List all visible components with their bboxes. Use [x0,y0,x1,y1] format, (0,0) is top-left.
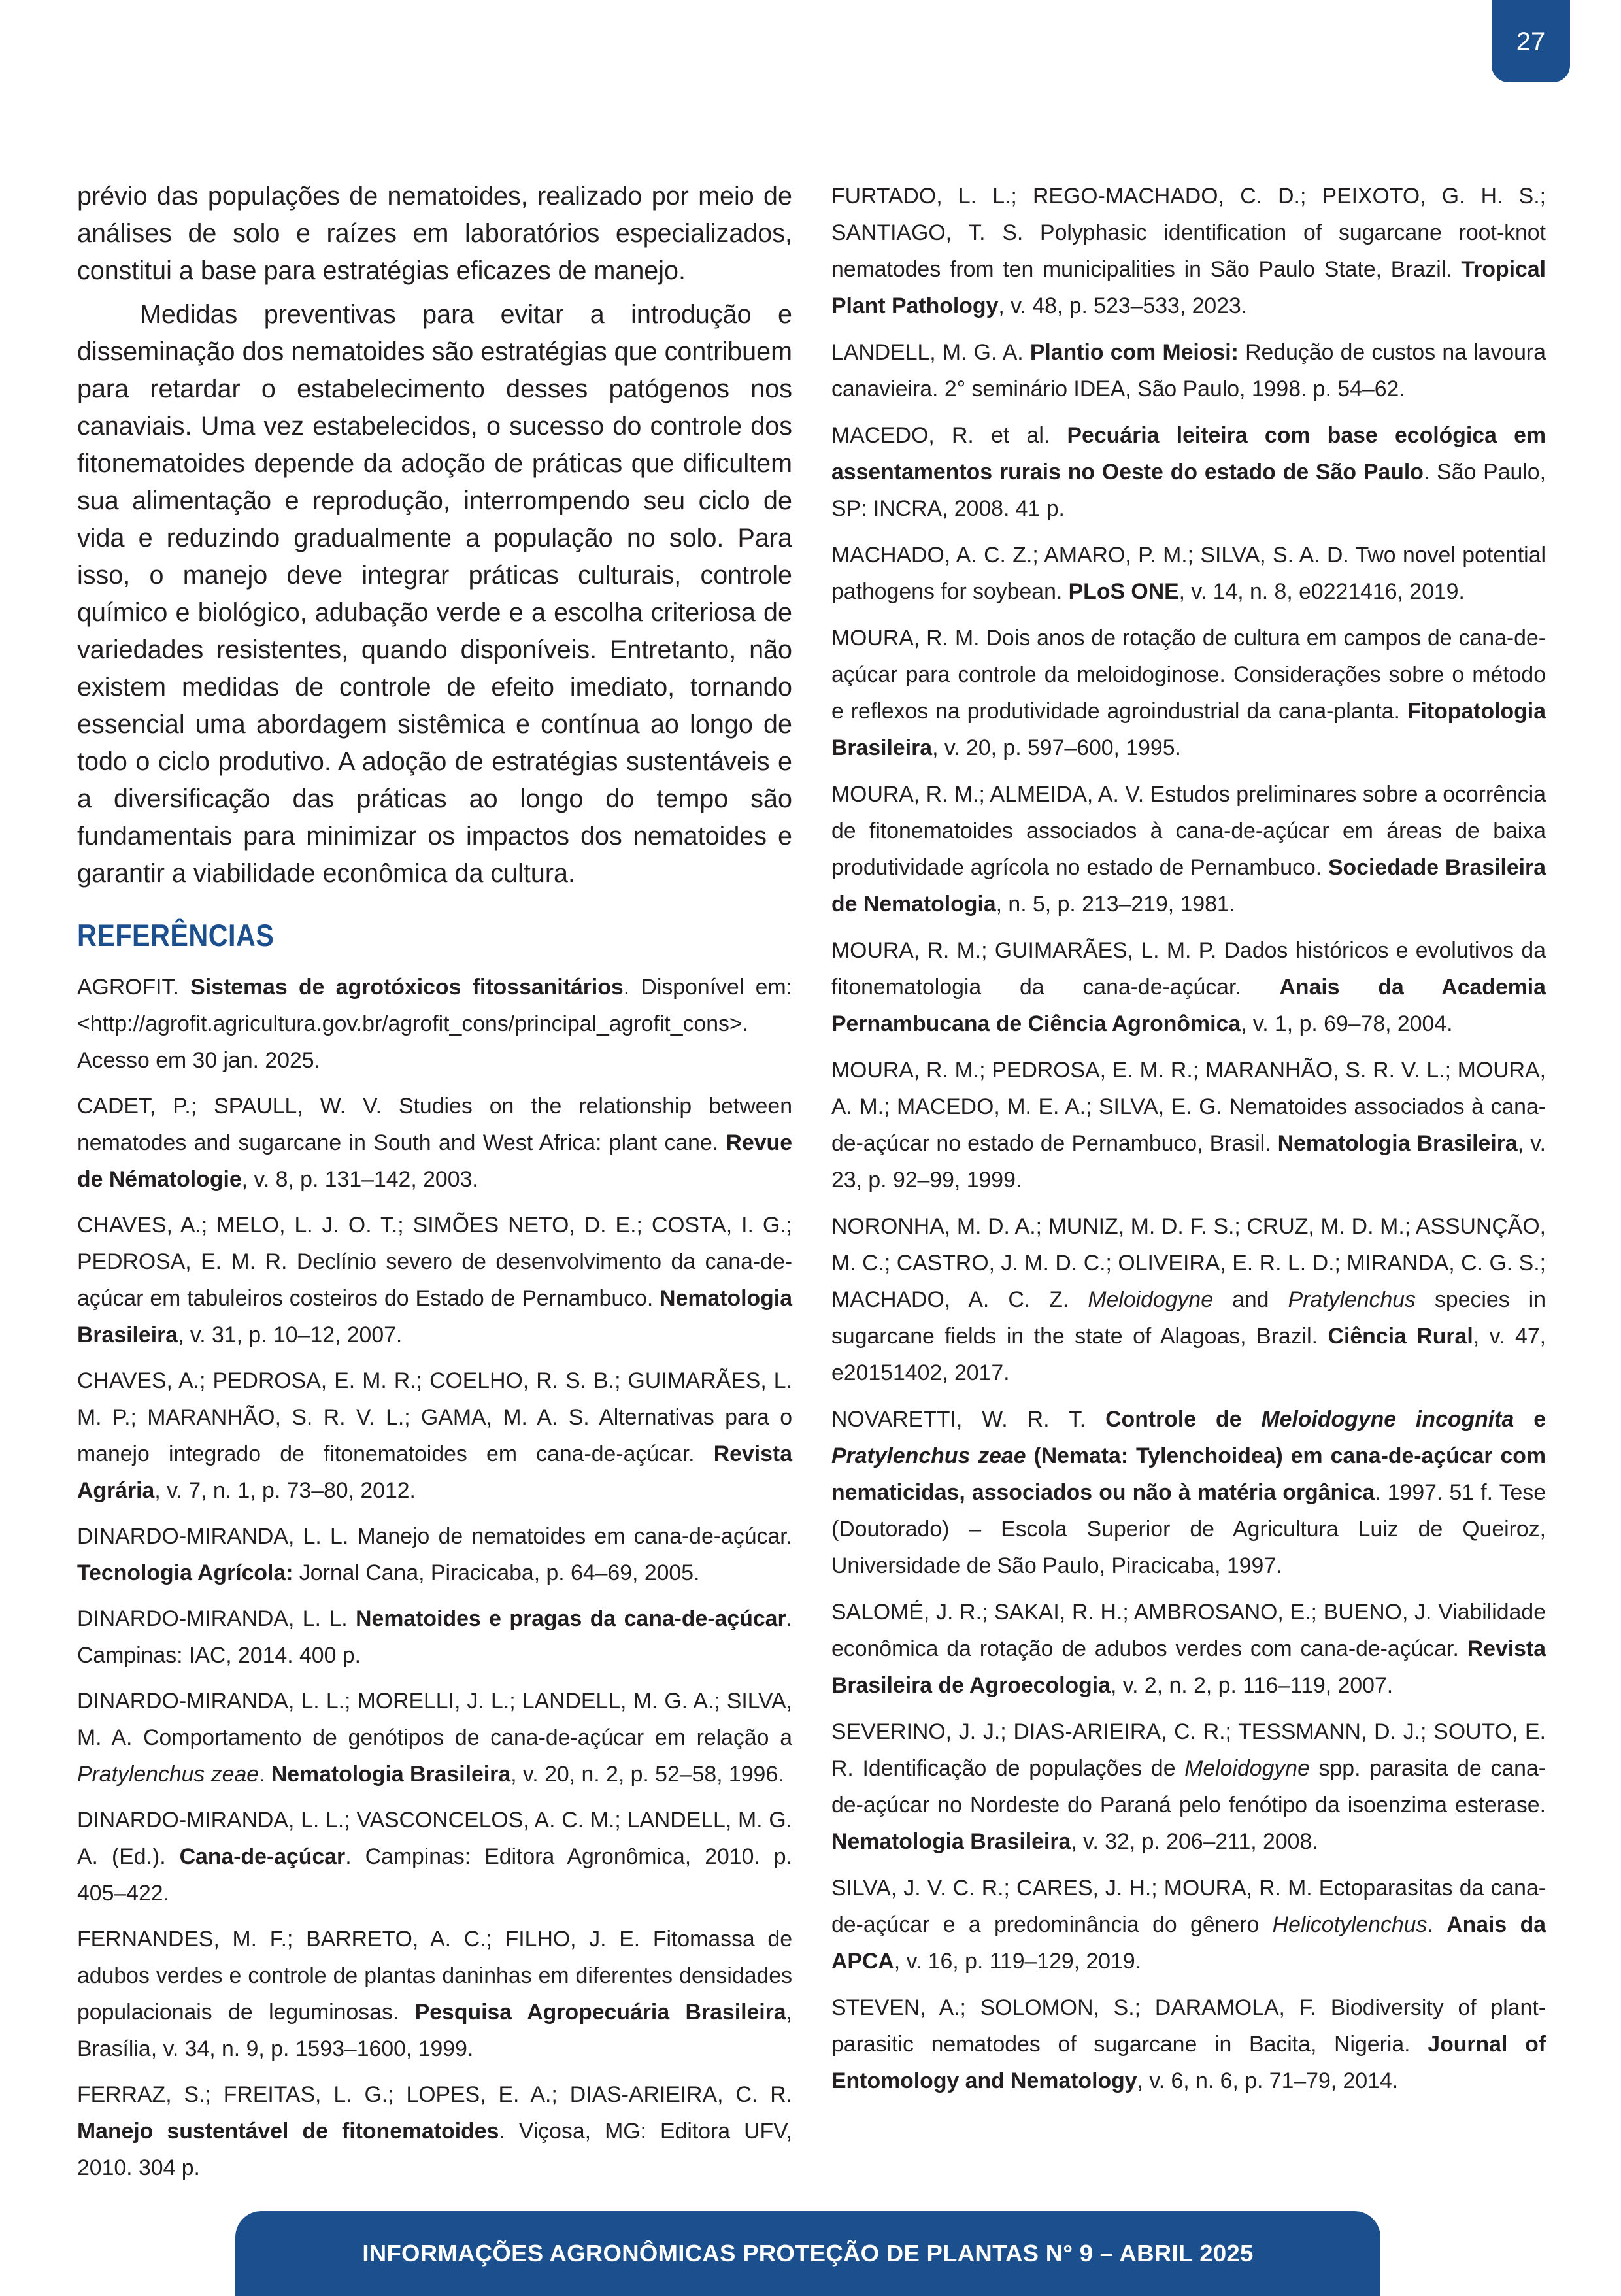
reference-segment: Fitopatologia Brasileira [831,699,1546,760]
reference-segment: Cana-de-açúcar [179,1844,346,1869]
reference-segment: Redução de custos na lavoura canavieira. 2° seminário IDEA, São Paulo, 1998. p. 54–62. [831,340,1546,401]
footer-title: INFORMAÇÕES AGRONÔMICAS PROTEÇÃO DE PLANTAS N° 9 – ABRIL 2025 [362,2240,1254,2267]
reference-segment: DINARDO-MIRANDA, L. L.; MORELLI, J. L.; LANDELL, M. G. A.; SILVA, M. A. Comportamento de genótipos de cana-de-açúcar em relação a [77,1689,792,1750]
reference-segment: STEVEN, A.; SOLOMON, S.; DARAMOLA, F. Biodiversity of plant-parasitic nematodes of sugarcane in Bacita, Nigeria. [831,1995,1546,2057]
reference-list-right [831,178,1546,2099]
reference-entry [831,417,1546,527]
reference-segment: MOURA, R. M. Dois anos de rotação de cultura em campos de cana-de-açúcar para controle da meloidoginose. Considerações sobre o método e reflexos na produtividade agroindustrial da cana-planta. [831,626,1546,724]
reference-segment: Revista Agrária [77,1442,792,1503]
reference-segment: NORONHA, M. D. A.; MUNIZ, M. D. F. S.; CRUZ, M. D. M.; ASSUNÇÃO, M. C.; CASTRO, J. M. D. C.; OLIVEIRA, E. R. L. D.; MIRANDA, C. G. S.; MACHADO, A. C. Z. [831,1214,1546,1312]
reference-segment: CHAVES, A.; MELO, L. J. O. T.; SIMÕES NETO, D. E.; COSTA, I. G.; PEDROSA, E. M. R. Declínio severo de desenvolvimento da cana-de-açúcar em tabuleiros costeiros do Estado de Pernambuco. [77,1213,792,1311]
reference-segment: NOVARETTI, W. R. T. [831,1407,1106,1432]
reference-segment: , v. 1, p. 69–78, 2004. [1241,1011,1453,1036]
reference-entry [831,1594,1546,1704]
reference-segment: Meloidogyne [1184,1756,1310,1781]
reference-entry [77,1207,792,1353]
reference-segment: DINARDO-MIRANDA, L. L. Manejo de nematoides em cana-de-açúcar. [77,1524,792,1549]
reference-segment: Nematologia Brasileira [271,1762,511,1787]
reference-segment: Nematologia Brasileira [831,1829,1071,1854]
reference-segment: . São Paulo, SP: INCRA, 2008. 41 p. [831,460,1546,521]
right-column [831,178,1546,2109]
reference-segment: , v. 16, p. 119–129, 2019. [894,1949,1142,1974]
body-paragraph: prévio das populações de nematoides, realizado por meio de análises de solo e raízes em laboratórios especializados, constitui a base para estratégias eficazes de manejo. [77,182,792,285]
reference-entry [831,1870,1546,1980]
reference-segment: , v. 23, p. 92–99, 1999. [831,1131,1546,1192]
reference-entry [831,620,1546,766]
body-paragraph: Medidas preventivas para evitar a introdução e disseminação dos nematoides são estratégias que contribuem para retardar o estabelecimento desses patógenos nos canaviais. Uma vez estabelecidos, o sucesso do controle dos fitonematoides depende da adoção de práticas que dificultem sua alimentação e reprodução, interrompendo seu ciclo de vida e reduzindo gradualmente a população no solo. Para isso, o manejo deve integrar práticas culturais, controle químico e biológico, adubação verde e a escolha criteriosa de variedades resistentes, quando disponíveis. Entretanto, não existem medidas de controle de efeito imediato, tornando essencial uma abordagem sistêmica e contínua ao longo de todo o ciclo produtivo. A adoção de estratégias sustentáveis e a diversificação das práticas ao longo do tempo são fundamentais para minimizar os impactos dos nematoides e garantir a viabilidade econômica da cultura. [77,300,792,888]
reference-segment: . Campinas: IAC, 2014. 400 p. [77,1606,792,1668]
reference-segment: LANDELL, M. G. A. [831,340,1030,365]
reference-segment: , v. 31, p. 10–12, 2007. [178,1323,403,1347]
reference-segment: Tropical Plant Pathology [831,257,1546,318]
reference-entry [831,1989,1546,2099]
reference-segment: Pecuária leiteira com base ecológica em assentamentos rurais no Oeste do estado de São Paulo [831,423,1546,484]
reference-segment: Revue de Nématologie [77,1130,792,1192]
reference-entry [77,1921,792,2067]
reference-segment: Pratylenchus [1288,1287,1416,1312]
reference-segment: e [1514,1407,1546,1432]
reference-segment: Meloidogyne [1088,1287,1214,1312]
reference-entry [831,537,1546,610]
reference-entry [77,1518,792,1591]
reference-entry [831,1208,1546,1391]
reference-segment: Tecnologia Agrícola: [77,1561,293,1585]
reference-segment: Nematologia Brasileira [1277,1131,1518,1156]
reference-segment: (Nemata: Tylenchoidea) em cana-de-açúcar com nematicidas, associados ou não à matéria orgânica [831,1443,1546,1505]
reference-segment: Plantio com Meiosi: [1029,340,1239,365]
reference-segment: DINARDO-MIRANDA, L. L.; VASCONCELOS, A. C. M.; LANDELL, M. G. A. (Ed.). [77,1808,792,1869]
reference-segment: Revista Brasileira de Agroecologia [831,1636,1546,1698]
reference-entry [77,1802,792,1912]
reference-segment: SEVERINO, J. J.; DIAS-ARIEIRA, C. R.; TESSMANN, D. J.; SOUTO, E. R. Identificação de populações de [831,1719,1546,1781]
reference-segment: , v. 48, p. 523–533, 2023. [998,294,1248,318]
reference-entry [831,1401,1546,1584]
reference-segment: and [1213,1287,1288,1312]
reference-segment: Nematoides e pragas da cana-de-açúcar [356,1606,786,1631]
reference-entry [831,334,1546,407]
reference-segment: PLoS ONE [1068,579,1179,604]
reference-entry [77,1683,792,1793]
reference-segment: FERRAZ, S.; FREITAS, L. G.; LOPES, E. A.; DIAS-ARIEIRA, C. R. [77,2082,792,2107]
reference-segment: , v. 7, n. 1, p. 73–80, 2012. [154,1478,416,1503]
reference-segment: Pratylenchus zeae [831,1443,1026,1468]
reference-segment: , v. 20, n. 2, p. 52–58, 1996. [510,1762,784,1787]
reference-segment: , v. 2, n. 2, p. 116–119, 2007. [1110,1673,1394,1698]
reference-segment: Controle de [1105,1407,1262,1432]
reference-segment: AGROFIT. [77,975,191,1000]
reference-segment: CADET, P.; SPAULL, W. V. Studies on the relationship between nematodes and sugarcane in South and West Africa: plant cane. [77,1094,792,1155]
reference-entry [831,1714,1546,1860]
reference-segment: CHAVES, A.; PEDROSA, E. M. R.; COELHO, R. S. B.; GUIMARÃES, L. M. P.; MARANHÃO, S. R. V. L.; GAMA, M. A. S. Alternativas para o manejo integrado de fitonematoides em cana-de-açúcar. [77,1368,792,1466]
reference-segment: Pesquisa Agropecuária Brasileira [414,2000,786,2025]
reference-segment: MACHADO, A. C. Z.; AMARO, P. M.; SILVA, S. A. D. Two novel potential pathogens for soybean. [831,543,1546,604]
reference-segment: . Disponível em: <http://agrofit.agricultura.gov.br/agrofit_cons/principal_agrofit_cons>. Acesso em 30 jan. 2025. [77,975,792,1073]
reference-segment: Jornal Cana, Piracicaba, p. 64–69, 2005. [293,1561,700,1585]
reference-segment: , Brasília, v. 34, n. 9, p. 1593–1600, 1999. [77,2000,792,2061]
reference-segment: . 1997. 51 f. Tese (Doutorado) – Escola Superior de Agricultura Luiz de Queiroz, Universidade de São Paulo, Piracicaba, 1997. [831,1480,1546,1578]
reference-entry [77,1600,792,1674]
references-heading: REFERÊNCIAS [77,918,275,953]
reference-segment: Ciência Rural [1328,1324,1473,1349]
reference-segment: , v. 20, p. 597–600, 1995. [932,735,1181,760]
reference-segment: , v. 8, p. 131–142, 2003. [241,1167,478,1192]
reference-entry [831,178,1546,324]
reference-segment: , v. 32, p. 206–211, 2008. [1071,1829,1318,1854]
reference-entry [831,776,1546,922]
reference-segment: Pratylenchus zeae [77,1762,259,1787]
reference-entry [77,1362,792,1509]
reference-entry [77,2076,792,2186]
reference-segment: Meloidogyne incognita [1261,1407,1514,1432]
reference-segment: Anais da APCA [831,1912,1546,1974]
page-number-badge: 27 [1492,0,1570,82]
reference-segment: FERNANDES, M. F.; BARRETO, A. C.; FILHO, J. E. Fitomassa de adubos verdes e controle de plantas daninhas em diferentes densidades populacionais de leguminosas. [77,1927,792,2025]
reference-segment: DINARDO-MIRANDA, L. L. [77,1606,356,1631]
reference-segment: . Campinas: Editora Agronômica, 2010. p. 405–422. [77,1844,792,1906]
reference-segment: SALOMÉ, J. R.; SAKAI, R. H.; AMBROSANO, E.; BUENO, J. Viabilidade econômica da rotação de adubos verdes com cana-de-açúcar. [831,1600,1546,1661]
reference-segment: Sistemas de agrotóxicos fitossanitários [190,975,624,1000]
left-column [77,178,792,2195]
reference-segment: Sociedade Brasileira de Nematologia [831,855,1546,917]
reference-segment: spp. parasita de cana-de-açúcar no Nordeste do Paraná pelo fenótipo da isoenzima esterase. [831,1756,1546,1817]
reference-segment: . [259,1762,271,1787]
reference-segment: MOURA, R. M.; PEDROSA, E. M. R.; MARANHÃO, S. R. V. L.; MOURA, A. M.; MACEDO, M. E. A.; SILVA, E. G. Nematoides associados à cana-de-açúcar no estado de Pernambuco, Brasil. [831,1058,1546,1156]
reference-segment: Journal of Entomology and Nematology [831,2032,1546,2093]
reference-entry [77,1088,792,1198]
reference-segment: Nematologia Brasileira [77,1286,792,1347]
reference-list-left [77,969,792,2186]
reference-segment: , n. 5, p. 213–219, 1981. [995,892,1236,917]
reference-segment: MOURA, R. M.; ALMEIDA, A. V. Estudos preliminares sobre a ocorrência de fitonematoides associados à cana-de-açúcar em áreas de baixa produtividade agrícola no estado de Pernambuco. [831,782,1546,880]
reference-segment: Anais da Academia Pernambucana de Ciência Agronômica [831,975,1546,1036]
reference-segment: , v. 47, e20151402, 2017. [831,1324,1546,1385]
reference-segment: Manejo sustentável de fitonematoides [77,2119,499,2144]
reference-segment: FURTADO, L. L.; REGO-MACHADO, C. D.; PEIXOTO, G. H. S.; SANTIAGO, T. S. Polyphasic identification of sugarcane root-knot nematodes from ten municipalities in São Paulo State, Brazil. [831,184,1546,282]
reference-segment: MOURA, R. M.; GUIMARÃES, L. M. P. Dados históricos e evolutivos da fitonematologia da cana-de-açúcar. [831,938,1546,1000]
reference-entry [831,1052,1546,1198]
reference-segment: species in sugarcane fields in the state of Alagoas, Brazil. [831,1287,1546,1349]
reference-segment: SILVA, J. V. C. R.; CARES, J. H.; MOURA, R. M. Ectoparasitas da cana-de-açúcar e a predominância do gênero [831,1876,1546,1937]
reference-segment: . Viçosa, MG: Editora UFV, 2010. 304 p. [77,2119,793,2180]
reference-segment: Helicotylenchus [1272,1912,1428,1937]
reference-entry [831,932,1546,1042]
reference-segment: MACEDO, R. et al. [831,423,1067,448]
reference-segment: , v. 14, n. 8, e0221416, 2019. [1178,579,1465,604]
reference-segment: . [1427,1912,1447,1937]
reference-segment: , v. 6, n. 6, p. 71–79, 2014. [1137,2068,1399,2093]
footer-bar [235,2211,1380,2296]
reference-entry [77,969,792,1079]
